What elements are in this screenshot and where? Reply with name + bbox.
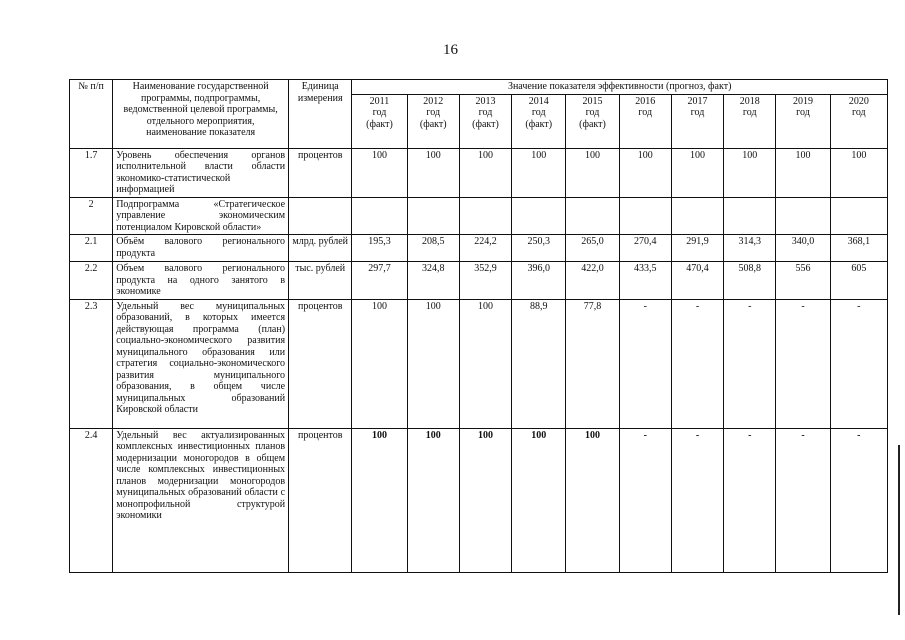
row-value: 100 — [671, 148, 723, 197]
header-year-word: год — [372, 107, 387, 118]
header-year-note: (факт) — [525, 118, 553, 130]
page-number: 16 — [443, 42, 458, 58]
header-year-word: год — [690, 107, 705, 118]
header-year-2013 — [459, 94, 511, 148]
row-value: 100 — [352, 148, 407, 197]
row-value — [512, 197, 566, 235]
row-value: 100 — [566, 148, 619, 197]
row-value: 224,2 — [459, 235, 511, 262]
row-value: 422,0 — [566, 262, 619, 300]
header-year-2018 — [724, 94, 776, 148]
row-value: - — [724, 428, 776, 572]
row-value: 88,9 — [512, 299, 566, 428]
row-value — [566, 197, 619, 235]
row-value: - — [830, 428, 887, 572]
header-year-note: (факт) — [579, 118, 606, 130]
performance-indicators-table — [69, 79, 888, 573]
row-name: Удельный вес муниципальных образований, в которых имеется действующая программа (план) социально-экономического развития муниципального образования или стратегия социально-экономического развития муниципального образования, в общем числе муниципальных образований Кировской области — [113, 299, 289, 428]
header-unit: Единица измерения — [289, 80, 352, 149]
row-value: 100 — [512, 148, 566, 197]
header-year-word: год — [426, 107, 441, 118]
header-values-group: Значение показателя эффективности (прогноз, факт) — [352, 80, 888, 95]
row-value: 556 — [776, 262, 830, 300]
header-year-year: 2020 — [848, 95, 869, 107]
header-year-year: 2018 — [739, 95, 760, 107]
header-year-note: (факт) — [419, 118, 447, 130]
row-value: 508,8 — [724, 262, 776, 300]
table-row — [70, 262, 888, 300]
row-name: Подпрограмма «Стратегическое управление экономическим потенциалом Кировской области» — [113, 197, 289, 235]
header-year-word: год — [478, 107, 493, 118]
row-value: 100 — [407, 428, 459, 572]
row-value: - — [619, 299, 671, 428]
header-year-2012 — [407, 94, 459, 148]
row-value: 100 — [459, 148, 511, 197]
header-year-note: (факт) — [366, 118, 393, 130]
table-row — [70, 299, 888, 428]
row-value: 340,0 — [776, 235, 830, 262]
row-num: 2.2 — [70, 262, 113, 300]
row-value — [407, 197, 459, 235]
row-name: Объём валового регионального продукта — [113, 235, 289, 262]
row-value: 396,0 — [512, 262, 566, 300]
row-value: - — [671, 428, 723, 572]
row-value: - — [830, 299, 887, 428]
header-year-year: 2017 — [687, 95, 708, 107]
row-value: 100 — [407, 299, 459, 428]
row-value — [776, 197, 830, 235]
header-year-2020 — [830, 94, 887, 148]
row-value: 270,4 — [619, 235, 671, 262]
row-value: 100 — [776, 148, 830, 197]
row-value: 100 — [459, 428, 511, 572]
header-year-year: 2019 — [793, 95, 813, 107]
row-num: 2 — [70, 197, 113, 235]
table-row — [70, 428, 888, 572]
row-value: - — [724, 299, 776, 428]
header-year-note: (факт) — [472, 118, 499, 130]
row-num: 1.7 — [70, 148, 113, 197]
header-row-top — [70, 80, 888, 95]
row-value: 100 — [566, 428, 619, 572]
row-unit: млрд. рублей — [289, 235, 352, 262]
row-value: 100 — [512, 428, 566, 572]
row-value: 100 — [352, 299, 407, 428]
table-row — [70, 148, 888, 197]
header-year-word: год — [531, 107, 546, 118]
row-value — [671, 197, 723, 235]
row-value: 100 — [724, 148, 776, 197]
row-unit: тыс. рублей — [289, 262, 352, 300]
row-value — [352, 197, 407, 235]
row-value: - — [776, 428, 830, 572]
row-value: - — [619, 428, 671, 572]
row-value: 352,9 — [459, 262, 511, 300]
row-value: - — [776, 299, 830, 428]
row-value: 250,3 — [512, 235, 566, 262]
row-num: 2.1 — [70, 235, 113, 262]
row-value: 100 — [352, 428, 407, 572]
row-value: 605 — [830, 262, 887, 300]
header-year-year: 2016 — [635, 95, 656, 107]
header-year-2015 — [566, 94, 619, 148]
header-year-word: год — [851, 107, 866, 118]
row-value: 433,5 — [619, 262, 671, 300]
table-row — [70, 235, 888, 262]
row-value: 208,5 — [407, 235, 459, 262]
row-value: 100 — [407, 148, 459, 197]
header-year-year: 2015 — [582, 95, 603, 107]
header-name: Наименование государственной программы, подпрограммы, ведомственной целевой программы, отдельного мероприятия, наименование показателя — [113, 80, 289, 149]
row-value: 265,0 — [566, 235, 619, 262]
row-value: 195,3 — [352, 235, 407, 262]
header-year-year: 2014 — [528, 95, 549, 107]
header-year-2011 — [352, 94, 407, 148]
row-value: 324,8 — [407, 262, 459, 300]
row-value: 314,3 — [724, 235, 776, 262]
header-year-word: год — [742, 107, 757, 118]
row-value: 100 — [830, 148, 887, 197]
header-year-year: 2013 — [475, 95, 496, 107]
row-value: 100 — [459, 299, 511, 428]
header-num: № п/п — [70, 80, 113, 149]
header-year-2019 — [776, 94, 830, 148]
header-year-word: год — [796, 107, 810, 118]
row-value — [619, 197, 671, 235]
row-name: Удельный вес актуализированных комплексных инвестиционных планов модернизации моногородов в общем числе комплексных инвестиционных планов модернизации моногородов муниципальных образований области с монопрофильной структурой экономики — [113, 428, 289, 572]
row-value: 291,9 — [671, 235, 723, 262]
header-year-word: год — [585, 107, 600, 118]
row-value — [830, 197, 887, 235]
row-num: 2.4 — [70, 428, 113, 572]
row-value: 100 — [619, 148, 671, 197]
row-num: 2.3 — [70, 299, 113, 428]
row-value — [459, 197, 511, 235]
row-name: Уровень обеспечения органов исполнительной власти области экономико-статистической информацией — [113, 148, 289, 197]
header-year-2016 — [619, 94, 671, 148]
row-value: 470,4 — [671, 262, 723, 300]
header-year-year: 2012 — [423, 95, 444, 107]
row-name: Объем валового регионального продукта на одного занятого в экономике — [113, 262, 289, 300]
header-year-year: 2011 — [369, 95, 390, 107]
header-year-word: год — [638, 107, 653, 118]
row-unit: процентов — [289, 428, 352, 572]
row-value: - — [671, 299, 723, 428]
row-value: 297,7 — [352, 262, 407, 300]
page-edge-line — [898, 445, 900, 615]
row-value: 77,8 — [566, 299, 619, 428]
row-unit: процентов — [289, 299, 352, 428]
header-year-2017 — [671, 94, 723, 148]
row-value — [724, 197, 776, 235]
header-year-2014 — [512, 94, 566, 148]
row-value: 368,1 — [830, 235, 887, 262]
row-unit — [289, 197, 352, 235]
row-unit: процентов — [289, 148, 352, 197]
table-row — [70, 197, 888, 235]
